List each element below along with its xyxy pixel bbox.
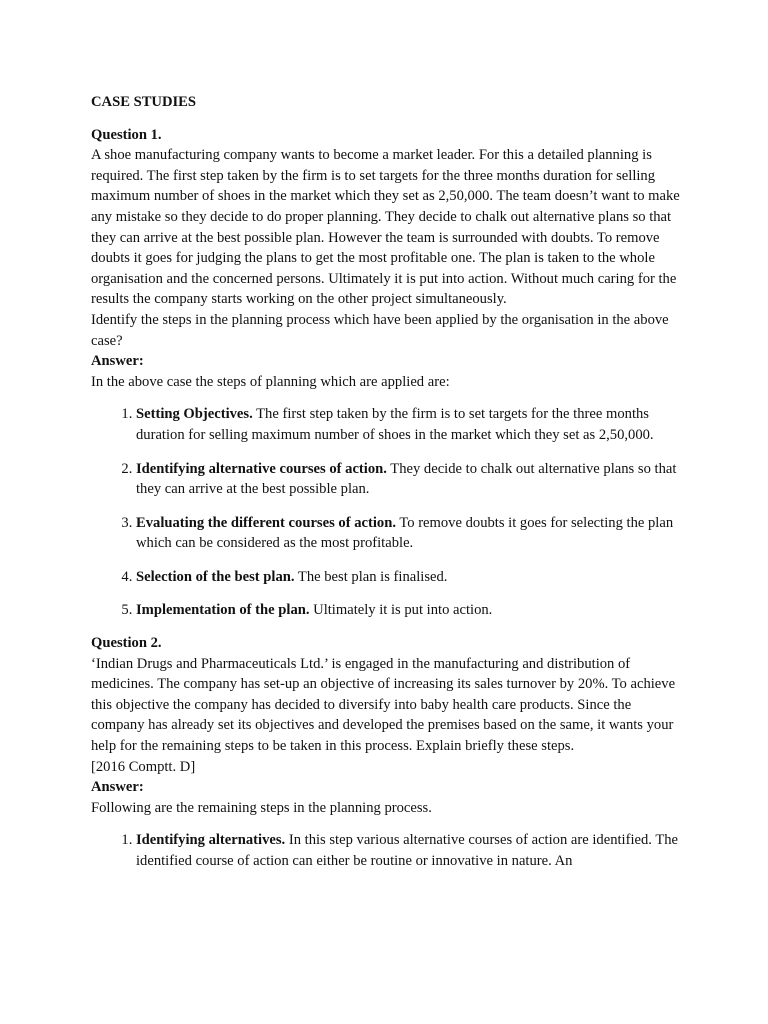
question-source: [2016 Comptt. D] [91, 758, 196, 775]
answer-intro: In the above case the steps of planning which are applied are: [91, 373, 450, 390]
question-text: ‘Indian Drugs and Pharmaceuticals Ltd.’ is engaged in the manufacturing and distribution of medicines. The company has set-up an objective of increasing its sales turnover by 20%. To achieve this objective the company has decided to diversify into baby health care products. Since the company has already set its objectives and developed the premises based on the same, it wants your help for the remaining steps to be taken in this process. Explain briefly these steps. [91, 655, 676, 755]
answer-steps-list [91, 830, 680, 871]
question-title: Question 1. [91, 126, 162, 143]
question-text: A shoe manufacturing company wants to become a market leader. For this a detailed planning is required. The first step taken by the firm is to set targets for the three months duration for selling maximum number of shoes in the market which they set as 2,50,000. The team doesn’t want to make any mistake so they decide to do proper planning. They decide to chalk out alternative plans so that they can arrive at the best possible plan. However the team is surrounded with doubts. To remove doubts it goes for judging the plans to get the most profitable one. The plan is taken to the whole organisation and the concerned persons. Ultimately it is put into action. Without much caring for the results the company starts working on the other project simultaneously. [91, 147, 680, 308]
step-heading: Selection of the best plan. [136, 568, 295, 585]
step-text: The best plan is finalised. [294, 568, 448, 585]
step-text: In this step various alternative courses of action are identified. The identified course of action can either be routine or innovative in nature. An [136, 832, 679, 869]
step-text: The first step taken by the firm is to set targets for the three months duration for selling maximum number of shoes in the market which they set as 2,50,000. [136, 406, 654, 443]
step-text: Ultimately it is put into action. [309, 602, 493, 619]
list-item [136, 459, 680, 500]
list-item [136, 600, 680, 621]
question-prompt: Identify the steps in the planning process which have been applied by the organisation in the above case? [91, 311, 669, 349]
step-heading: Identifying alternative courses of action. [136, 460, 387, 477]
step-heading: Implementation of the plan. [136, 602, 310, 619]
question-2 [91, 633, 680, 872]
list-item [136, 513, 680, 554]
document-title: CASE STUDIES [91, 94, 197, 110]
answer-steps-list [91, 404, 680, 621]
answer-label: Answer: [91, 779, 144, 796]
question-1 [91, 125, 680, 621]
step-text: They decide to chalk out alternative plans so that they can arrive at the best possible plan. [136, 460, 677, 498]
step-text: To remove doubts it goes for selecting the plan which can be considered as the most profitable. [136, 514, 674, 552]
answer-intro: Following are the remaining steps in the planning process. [91, 799, 432, 816]
step-heading: Evaluating the different courses of action. [136, 514, 396, 531]
list-item [136, 830, 680, 871]
question-title: Question 2. [91, 635, 162, 652]
list-item [136, 567, 680, 588]
list-item [136, 404, 680, 445]
step-heading: Setting Objectives. [136, 406, 253, 423]
step-heading: Identifying alternatives. [136, 832, 286, 849]
answer-label: Answer: [91, 353, 144, 370]
